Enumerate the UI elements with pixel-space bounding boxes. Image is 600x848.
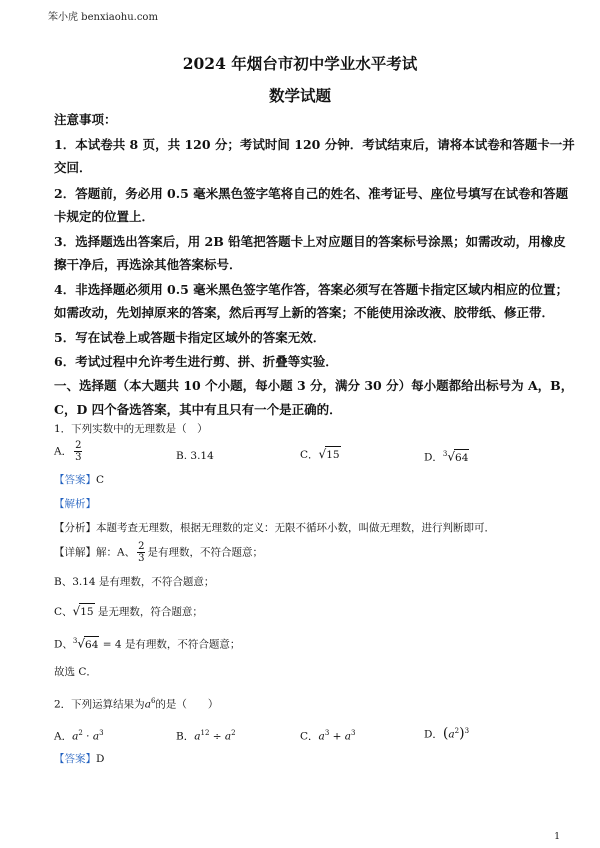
notice-heading: 注意事项： — [54, 112, 117, 127]
page-number: 1 — [554, 832, 560, 842]
q1-option-c: C．√15 — [300, 447, 340, 461]
q1-fenxi: 【分析】本题考查无理数，根据无理数的定义：无限不循环小数，叫做无理数，进行判断即可． — [54, 522, 495, 534]
q1-detail-c: C、√15 是无理数，符合题意； — [54, 604, 203, 618]
q1-option-b: B. 3.14 — [176, 450, 214, 462]
notice-line: 卡规定的位置上． — [54, 209, 155, 224]
exam-title: 2024 年烟台市初中学业水平考试 — [182, 54, 418, 73]
q1-answer: 【答案】C — [54, 474, 105, 486]
q2-option-d: D．$(a^2)^3$ — [424, 725, 470, 742]
section-heading-cont: C，D 四个备选答案，其中有且只有一个是正确的． — [54, 402, 342, 417]
q1-option-d: D．$^3$√64 — [424, 449, 469, 464]
site-watermark: 笨小虎 benxiaohu.com — [48, 12, 158, 23]
notice-line: 如需改动，先划掉原来的答案，然后再写上新的答案；不能使用涂改液、胶带纸、修正带． — [54, 305, 555, 320]
notice-line: 交回． — [54, 160, 92, 175]
notice-line: 5．写在试卷上或答题卡指定区域外的答案无效． — [54, 330, 326, 345]
q2-option-c: C．$a^3 + a^3$ — [300, 729, 356, 743]
notice-line: 2．答题前，务必用 0.5 毫米黑色签字笔将自己的姓名、准考证号、座位号填写在试卷和答题 — [54, 186, 569, 201]
section-heading: 一、选择题（本大题共 10 个小题，每小题 3 分，满分 30 分）每小题都给出标号为 A，B， — [54, 378, 574, 393]
notice-line: 3．选择题选出答案后，用 2B 铅笔把答题卡上对应题目的答案标号涂黑；如需改动，用橡皮 — [54, 234, 566, 249]
q1-analysis-tag: 【解析】 — [54, 498, 96, 510]
q2-option-b: B．$a^{12} \div a^2$ — [176, 729, 236, 743]
notice-line: 4．非选择题必须用 0.5 毫米黑色签字笔作答，答案必须写在答题卡指定区域内相应的位置； — [54, 282, 569, 297]
q2-stem: 2．下列运算结果为$a^6$的是（ ） — [54, 697, 219, 711]
notice-line: 1．本试卷共 8 页，共 120 分；考试时间 120 分钟．考试结束后，请将本试卷和答题卡一并 — [54, 137, 575, 152]
q1-stem: 1．下列实数中的无理数是（ ） — [54, 423, 208, 435]
q2-option-a: A．$a^2 \cdot a^3$ — [54, 729, 104, 743]
q2-answer: 【答案】D — [54, 753, 105, 765]
q1-detail-a: 【详解】解：A、 $\frac{2}{3}$ 是有理数，不符合题意； — [54, 541, 263, 564]
q1-conclusion: 故选 C． — [54, 666, 97, 678]
q1-option-a: A． $\frac{2}{3}$ — [54, 440, 82, 463]
exam-subtitle: 数学试题 — [268, 86, 331, 105]
notice-line: 6．考试过程中允许考生进行剪、拼、折叠等实验． — [54, 354, 338, 369]
q1-detail-d: D、$^3$√64 = 4 是有理数，不符合题意； — [54, 636, 241, 651]
notice-line: 擦干净后，再选涂其他答案标号． — [54, 257, 242, 272]
q1-detail-b: B、3.14 是有理数，不符合题意； — [54, 576, 215, 588]
